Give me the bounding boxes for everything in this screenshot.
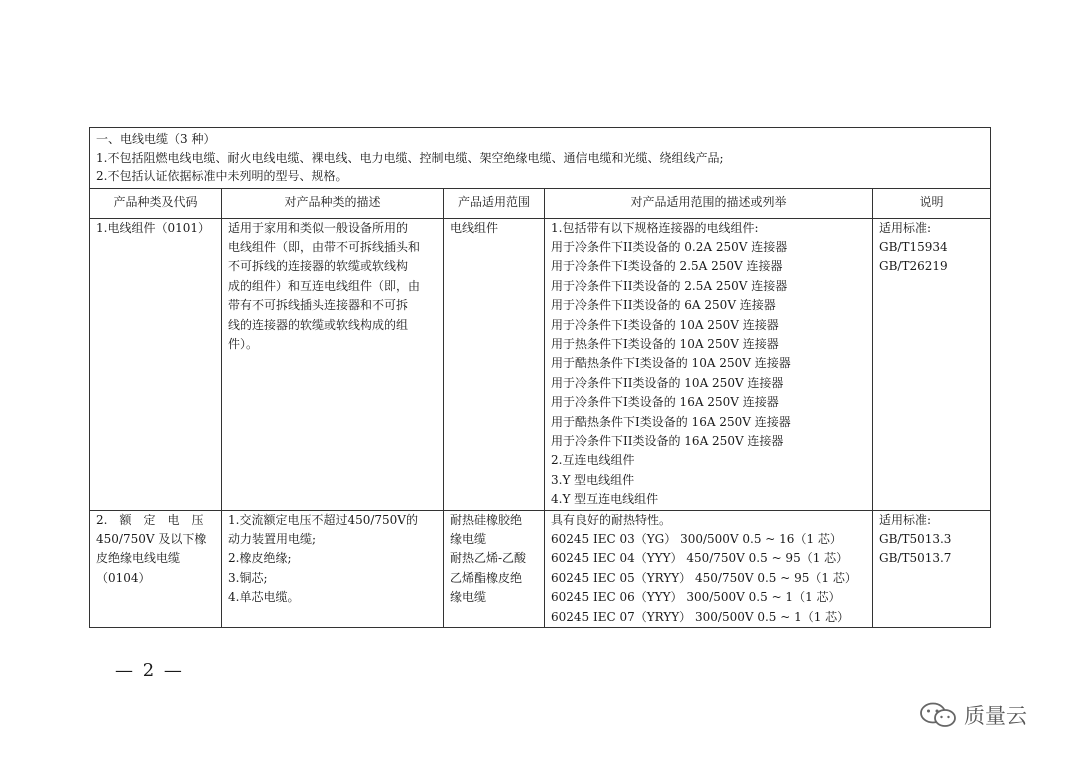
cell-line: 线的连接器的软缆或软线构成的组 xyxy=(228,317,409,332)
cell-line: （0104） xyxy=(96,570,151,585)
cell-line: 具有良好的耐热特性。 xyxy=(551,512,672,527)
cell-line: GB/T5013.3 xyxy=(879,532,952,546)
cell-line: 4.单芯电缆。 xyxy=(228,590,300,605)
catalog-table xyxy=(89,127,991,628)
cell-line: 成的组件）和互连电线组件（即，由 xyxy=(228,278,421,293)
cell-line: 用于冷条件下I类设备的 10A 250V 连接器 xyxy=(551,317,779,332)
cell-line: 60245 IEC 04（YYY） 450/750V 0.5 ~ 95（1 芯） xyxy=(551,551,849,566)
cell-line: 60245 IEC 05（YRYY） 450/750V 0.5 ~ 95（1 芯） xyxy=(551,570,857,585)
column-header: 产品适用范围 xyxy=(444,188,545,218)
cell-line: 2.互连电线组件 xyxy=(551,453,635,468)
category-cell xyxy=(90,218,222,510)
notes-line-2: 2.不包括认证依据标准中未列明的型号、规格。 xyxy=(96,169,348,183)
cell-line: 乙烯酯橡皮绝 xyxy=(450,570,523,585)
cell-line: 件）。 xyxy=(228,336,259,351)
table-row xyxy=(90,510,991,627)
cell-line: 用于冷条件下II类设备的 0.2A 250V 连接器 xyxy=(551,239,788,254)
cell-line: 不可拆线的连接器的软缆或软线构 xyxy=(228,259,409,274)
cell-line: 2.橡皮绝缘; xyxy=(228,551,292,566)
cell-line: 用于冷条件下II类设备的 2.5A 250V 连接器 xyxy=(551,278,788,293)
notes-line-1: 1.不包括阻燃电线电缆、耐火电线电缆、裸电线、电力电缆、控制电缆、架空绝缘电缆、通信电缆和光缆、绕组线产品; xyxy=(96,150,724,165)
cell-line: 450/750V 及以下橡 xyxy=(96,532,207,546)
cell-line: 3.Y 型电线组件 xyxy=(551,472,635,487)
cell-line: 2. 额 定 电 压 xyxy=(96,512,204,527)
column-header: 产品种类及代码 xyxy=(90,188,222,218)
cell-line: 电线组件 xyxy=(450,220,499,235)
cell-line: 皮绝缘电线电缆 xyxy=(96,551,181,566)
page-number: — 2 — xyxy=(115,660,184,681)
cell-line: 1.电线组件（0101） xyxy=(96,220,210,235)
table-row xyxy=(90,218,991,510)
remarks-cell xyxy=(873,510,991,627)
cell-line: 耐热硅橡胶绝 xyxy=(450,512,523,527)
table-notes xyxy=(90,128,991,189)
cell-line: 60245 IEC 07（YRYY） 300/500V 0.5 ~ 1（1 芯） xyxy=(551,609,850,624)
watermark xyxy=(918,700,1027,730)
cell-line: 用于酷热条件下I类设备的 16A 250V 连接器 xyxy=(551,414,791,429)
category-cell xyxy=(90,510,222,627)
cell-line: 带有不可拆线插头连接器和不可拆 xyxy=(228,298,409,313)
cell-line: 用于冷条件下I类设备的 2.5A 250V 连接器 xyxy=(551,259,783,274)
cell-line: GB/T15934 xyxy=(879,239,948,254)
scope-detail-cell xyxy=(545,510,873,627)
cell-line: 用于冷条件下II类设备的 16A 250V 连接器 xyxy=(551,433,784,448)
cell-line: 1.交流额定电压不超过450/750V的 xyxy=(228,512,418,527)
column-header: 说明 xyxy=(873,188,991,218)
column-header: 对产品种类的描述 xyxy=(222,188,444,218)
cell-line: 适用标准: xyxy=(879,512,932,527)
cell-line: GB/T26219 xyxy=(879,259,948,274)
scope-cell xyxy=(444,510,545,627)
scope-detail-cell xyxy=(545,218,873,510)
cell-line: 用于冷条件下II类设备的 6A 250V 连接器 xyxy=(551,298,776,313)
column-header: 对产品适用范围的描述或列举 xyxy=(545,188,873,218)
cell-line: 耐热乙烯-乙酸 xyxy=(450,551,527,566)
remarks-cell xyxy=(873,218,991,510)
wechat-icon xyxy=(918,701,958,729)
cell-line: 适用标准: xyxy=(879,220,932,235)
table-notes-row xyxy=(90,128,991,189)
scope-cell xyxy=(444,218,545,510)
cell-line: 缘电缆 xyxy=(450,590,487,605)
notes-title: 一、电线电缆（3 种） xyxy=(96,132,216,146)
cell-line: 用于酷热条件下I类设备的 10A 250V 连接器 xyxy=(551,356,791,371)
description-cell xyxy=(222,218,444,510)
description-cell xyxy=(222,510,444,627)
cell-line: 60245 IEC 03（YG） 300/500V 0.5 ~ 16（1 芯） xyxy=(551,532,842,546)
cell-line: 适用于家用和类似一般设备所用的 xyxy=(228,220,409,235)
watermark-text: 质量云 xyxy=(964,704,1027,728)
cell-line: 3.铜芯; xyxy=(228,570,268,585)
cell-line: 电线组件（即，由带不可拆线插头和 xyxy=(228,239,421,254)
cell-line: 60245 IEC 06（YYY） 300/500V 0.5 ~ 1（1 芯） xyxy=(551,590,841,605)
cell-line: 用于热条件下I类设备的 10A 250V 连接器 xyxy=(551,336,779,351)
column-header-row xyxy=(90,188,991,218)
cell-line: 用于冷条件下I类设备的 16A 250V 连接器 xyxy=(551,395,779,410)
cell-line: GB/T5013.7 xyxy=(879,551,952,566)
cell-line: 1.包括带有以下规格连接器的电线组件: xyxy=(551,220,759,235)
cell-line: 用于冷条件下II类设备的 10A 250V 连接器 xyxy=(551,375,784,390)
cell-line: 缘电缆 xyxy=(450,532,487,546)
cell-line: 4.Y 型互连电线组件 xyxy=(551,492,659,507)
cell-line: 动力装置用电缆; xyxy=(228,532,317,546)
